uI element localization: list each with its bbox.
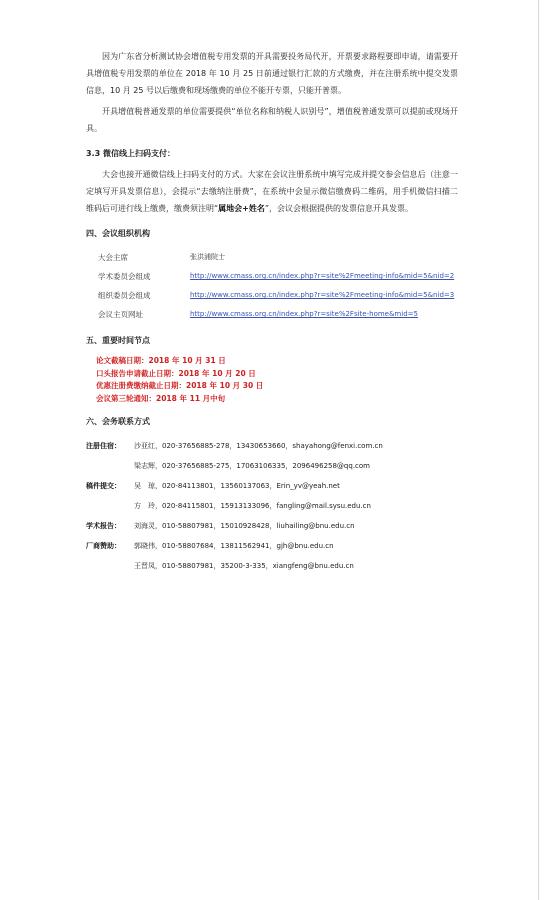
org-label: 会议主页网址 [98, 310, 143, 319]
contact-row [86, 516, 458, 536]
org-row-academic [86, 267, 458, 286]
date-item: 论文截稿日期：2018 年 10 月 31 日 [96, 356, 226, 365]
contact-text: 梁志辉，020-37656885-275，17063106335，2096496258@qq.com [134, 462, 370, 470]
contact-row [86, 536, 458, 556]
org-row-chair [86, 248, 458, 267]
org-label: 大会主席 [98, 253, 128, 262]
important-dates-list [86, 355, 458, 405]
contact-row [86, 456, 458, 476]
contact-row [86, 476, 458, 496]
document-page [86, 48, 458, 576]
contact-text: 沙亚红，020-37656885-278，13430653660，shayahong@fenxi.com.cn [134, 442, 383, 450]
contact-role: 学术报告： [86, 522, 121, 530]
org-label: 组织委员会组成 [98, 291, 151, 300]
invoice-ordinary-paragraph: 开具增值税普通发票的单位需要提供“单位名称和纳税人识别号”，增值税普通发票可以提前或现场开具。 [86, 107, 458, 133]
organization-heading: 四、会议组织机构 [86, 229, 150, 238]
contact-row [86, 496, 458, 516]
date-item: 口头报告申请截止日期：2018 年 10 月 20 日 [96, 368, 256, 378]
date-item: 优惠注册费缴纳截止日期：2018 年 10 月 30 日 [96, 381, 264, 390]
invoice-special-paragraph: 因为广东省分析测试协会增值税专用发票的开具需要投务局代开，开票要求路程要即申请，请需要开具增值税专用发票的单位在 2018 年 10 月 25 日前通过银行汇款的方式缴费，并在注册系统中提交发票信息，10 月 25 号以后缴费和现场缴费的单位不能开专票，只能开普票。 [86, 52, 458, 95]
scan-edge-line [538, 0, 539, 900]
org-label: 学术委员会组成 [98, 272, 151, 281]
contact-role [86, 496, 134, 516]
contact-text: 吴 琼，020-84113801，13560137063，Erin_yv@yeah.net [134, 482, 340, 490]
contact-role [86, 556, 134, 576]
wechat-pay-heading: 3.3 微信线上扫码支付： [86, 149, 175, 158]
wechat-pay-paragraph [86, 166, 458, 217]
contact-role: 厂商赞助： [86, 542, 121, 550]
wechat-pay-note-bold: 属地会+姓名 [218, 204, 265, 213]
contact-text: 刘海灵，010-58807981，15010928428，liuhailing@bnu.edu.cn [134, 522, 355, 530]
contacts-heading: 六、会务联系方式 [86, 417, 150, 426]
contact-row [86, 556, 458, 576]
contacts-list [86, 436, 458, 576]
homepage-link[interactable]: http://www.cmass.org.cn/index.php?r=site%2Fsite-home&mid=5 [190, 310, 418, 318]
contact-text: 郭晓伟，010-58807684，13811562941，gjh@bnu.edu.cn [134, 542, 334, 550]
contact-role: 注册住宿： [86, 442, 121, 450]
wechat-pay-text-before: 大会也接开通微信线上扫码支付的方式。大家在会议注册系统中填写完成并提交参会信息后（注意一定填写开具发票信息），会提示“去缴纳注册费”，在系统中会显示微信缴费码二维码，用手机微信扫描二维码后可进行线上缴费，缴费须注明“ [86, 170, 458, 213]
organization-table [86, 248, 458, 324]
org-row-homepage [86, 305, 458, 324]
date-item: 会议第三轮通知：2018 年 11 月中旬 [96, 393, 226, 403]
academic-committee-link[interactable]: http://www.cmass.org.cn/index.php?r=site%2Fmeeting-info&mid=5&nid=2 [190, 272, 455, 280]
contact-text: 王晋凤，010-58807981，35200-3-335，xiangfeng@bnu.edu.cn [134, 562, 354, 570]
org-value: 张洪浦院士 [190, 253, 225, 261]
contact-role: 稿件提交： [86, 482, 121, 490]
contact-role [86, 456, 134, 476]
wechat-pay-text-after: ”，会议会根据提供的发票信息开具发票。 [264, 204, 414, 213]
contact-text: 方 玲，020-84115801，15913133096，fangling@mail.sysu.edu.cn [134, 502, 371, 510]
important-dates-heading: 五、重要时间节点 [86, 336, 150, 345]
organizing-committee-link[interactable]: http://www.cmass.org.cn/index.php?r=site%2Fmeeting-info&mid=5&nid=3 [190, 291, 455, 299]
org-row-organizing [86, 286, 458, 305]
contact-row [86, 436, 458, 456]
